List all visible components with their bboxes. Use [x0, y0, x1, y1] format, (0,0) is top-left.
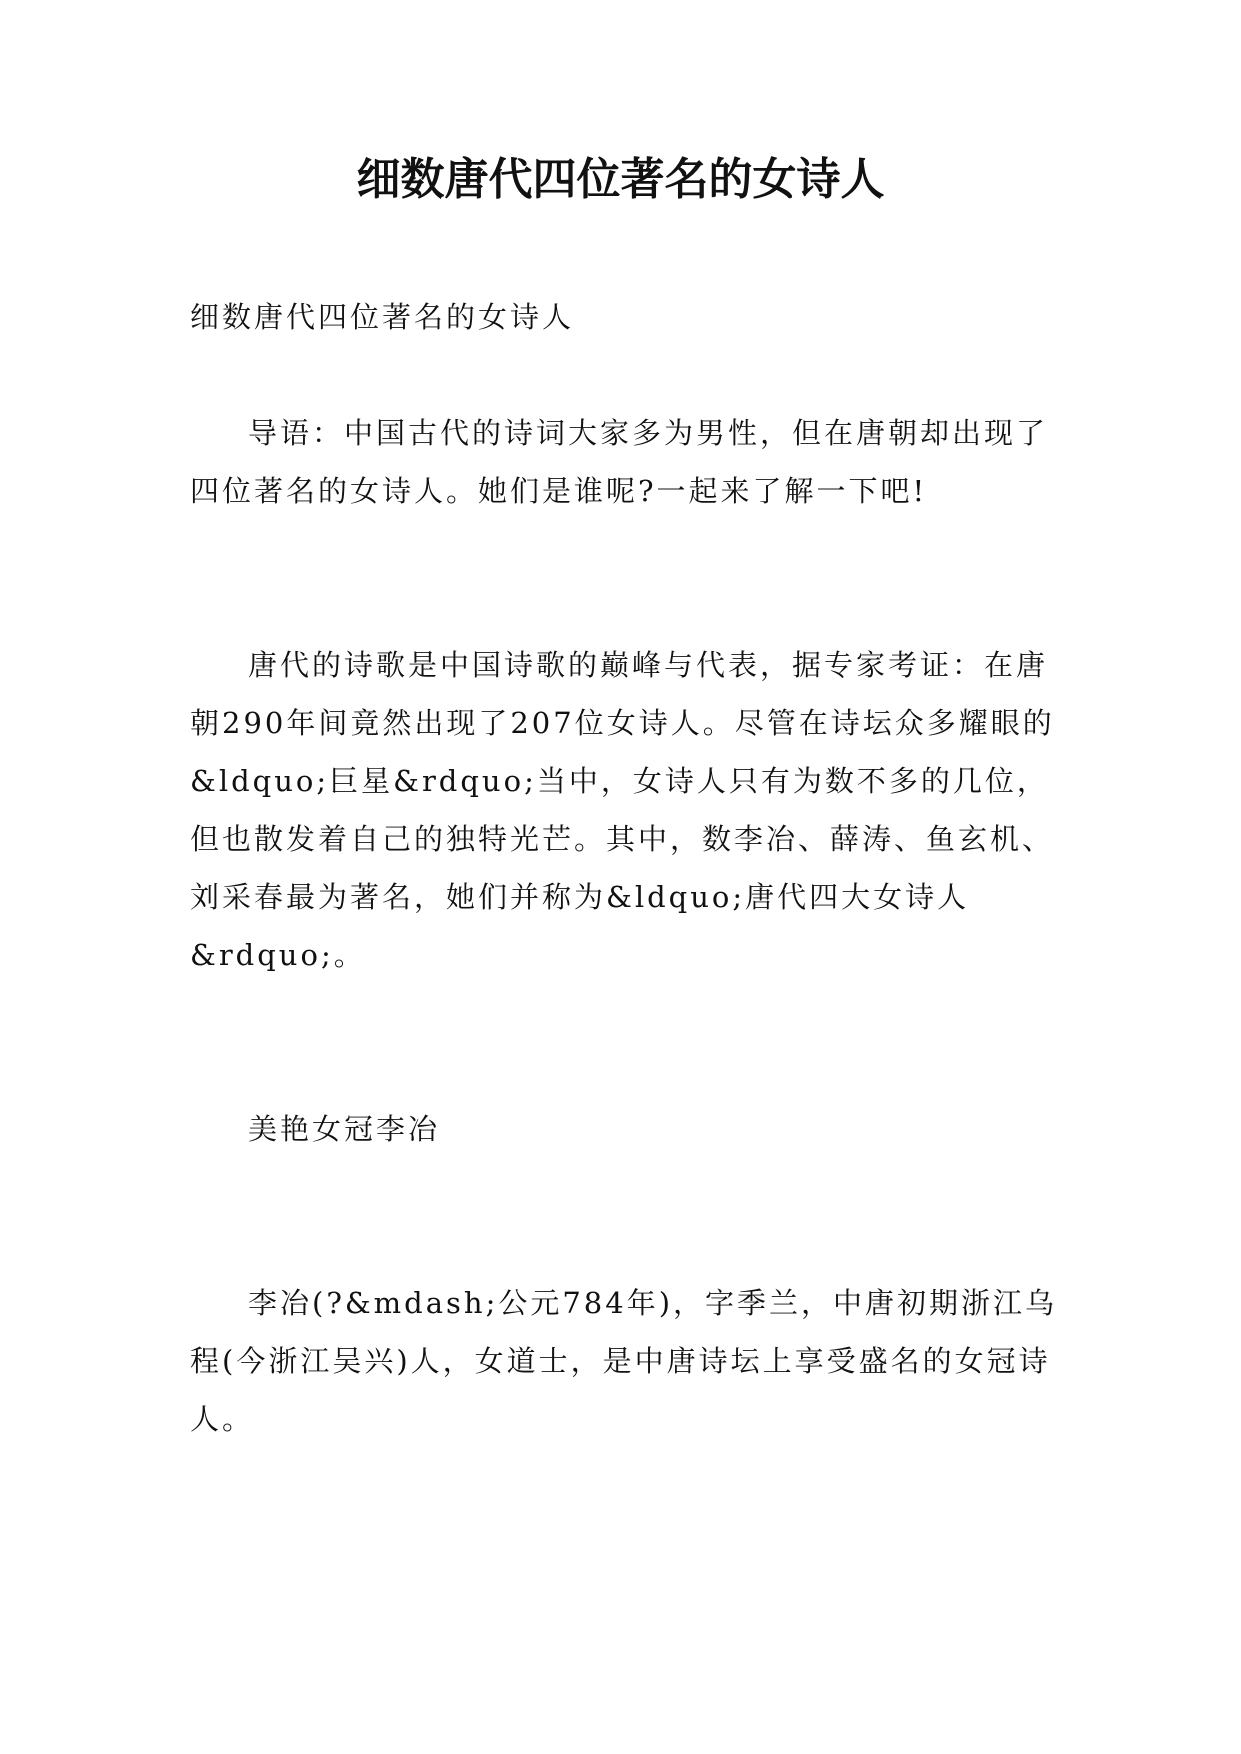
- intro-paragraph: 导语：中国古代的诗词大家多为男性，但在唐朝却出现了四位著名的女诗人。她们是谁呢?一起来了解一下吧!: [190, 416, 1049, 508]
- document-subtitle: 细数唐代四位著名的女诗人: [190, 300, 575, 334]
- body-paragraph-2: 李冶(?&mdash;公元784年)，字季兰，中唐初期浙江乌程(今浙江吴兴)人，女道士，是中唐诗坛上享受盛名的女冠诗人。: [190, 1286, 1058, 1436]
- document-title: 细数唐代四位著名的女诗人: [356, 154, 885, 205]
- body-paragraph-1: 唐代的诗歌是中国诗歌的巅峰与代表，据专家考证：在唐朝290年间竟然出现了207位女诗人。尽管在诗坛众多耀眼的&ldquo;巨星&rdquo;当中，女诗人只有为数不多的几位，但也散发着自己的独特光芒。其中，数李冶、薛涛、鱼玄机、刘采春最为著名，她们并称为&ldquo;唐代四大女诗人&rdquo;。: [190, 648, 1055, 972]
- section-heading: 美艳女冠李冶: [248, 1112, 441, 1146]
